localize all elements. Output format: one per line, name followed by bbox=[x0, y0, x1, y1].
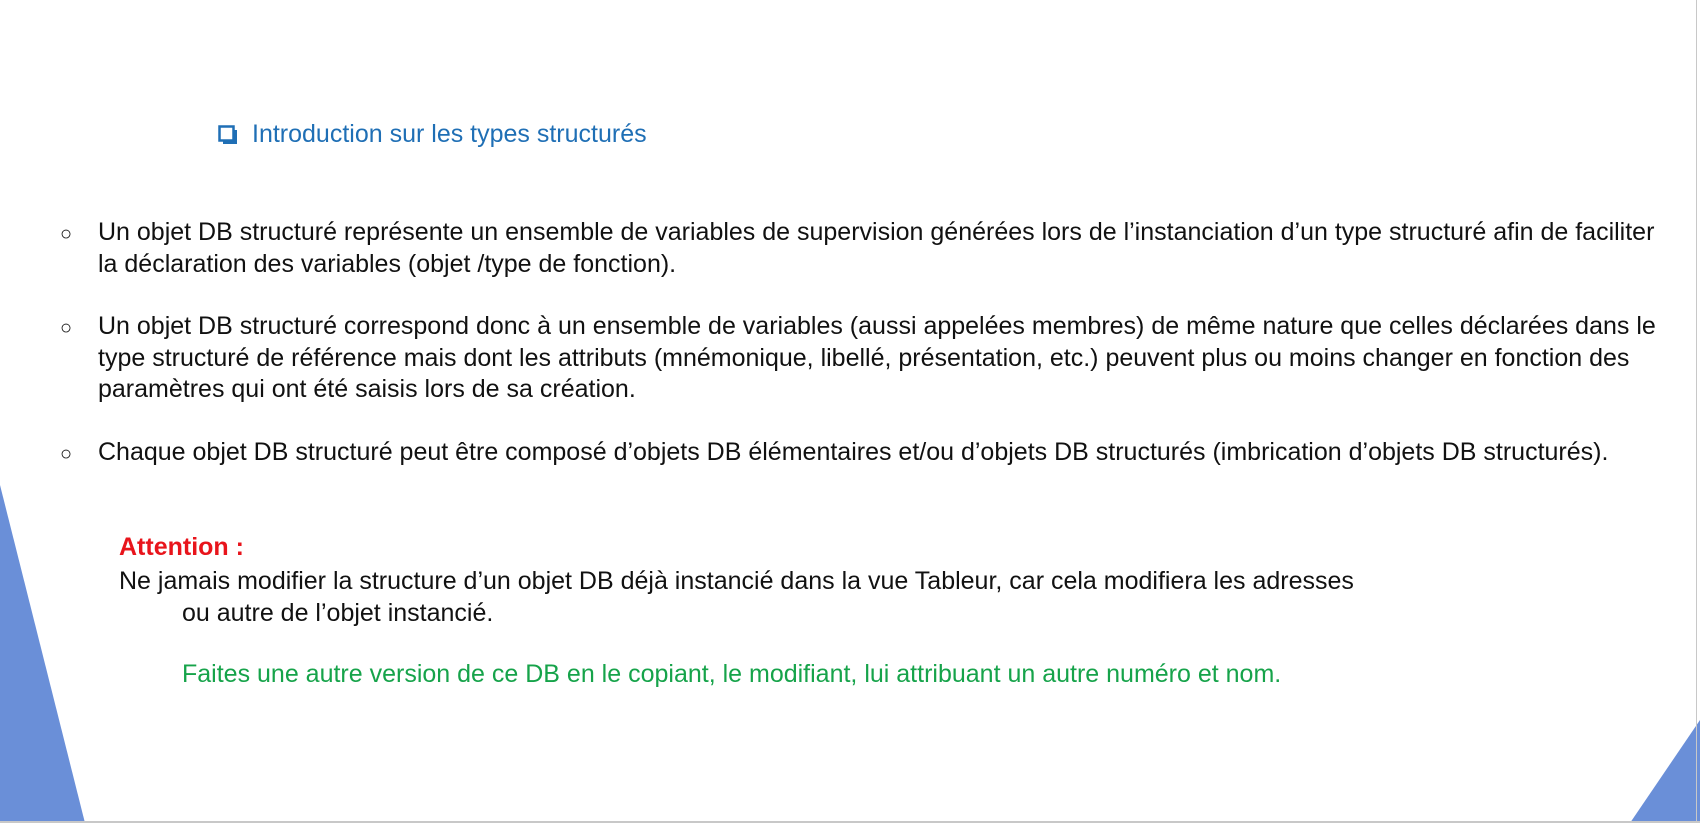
bullet-item bbox=[60, 217, 1660, 280]
decorative-triangle-right bbox=[1630, 720, 1700, 823]
checkbox-square-icon bbox=[218, 125, 238, 145]
attention-body bbox=[119, 566, 1639, 629]
bullet-text: Un objet DB structuré représente un ensemble de variables de supervision générées lors de l’instanciation d’un type structuré afin de faciliter la déclaration des variables (objet /type de fonction). bbox=[98, 218, 1655, 278]
circle-bullet-icon: ○ bbox=[60, 317, 73, 339]
bullet-item bbox=[60, 311, 1660, 406]
circle-bullet-icon: ○ bbox=[60, 442, 73, 465]
decorative-triangle-left bbox=[0, 485, 90, 823]
section-heading-text: Introduction sur les types structurés bbox=[252, 120, 647, 148]
attention-title: Attention : bbox=[119, 533, 244, 561]
bullet-item bbox=[60, 437, 1660, 471]
attention-line-2: ou autre de l’objet instancié. bbox=[182, 598, 494, 627]
advice-text: Faites une autre version de ce DB en le copiant, le modifiant, lui attribuant un autre numéro et nom. bbox=[182, 660, 1282, 688]
bullet-text: Chaque objet DB structuré peut être composé d’objets DB élémentaires et/ou d’objets DB structurés (imbrication d’objets DB structurés). bbox=[98, 437, 1609, 466]
bullet-list bbox=[60, 217, 1660, 501]
section-heading bbox=[218, 120, 647, 149]
bullet-text: Un objet DB structuré correspond donc à un ensemble de variables (aussi appelées membres) de même nature que celles déclarées dans le type structuré de référence mais dont les attributs (mnémonique, libellé, présentation, etc.) peuvent plus ou moins changer en fonction des paramètres qui ont été saisis lors de sa création. bbox=[98, 312, 1656, 403]
circle-bullet-icon: ○ bbox=[60, 223, 73, 245]
slide-right-border bbox=[1696, 0, 1697, 823]
attention-line-1: Ne jamais modifier la structure d’un objet DB déjà instancié dans la vue Tableur, car cela modifiera les adresses bbox=[119, 567, 1354, 595]
